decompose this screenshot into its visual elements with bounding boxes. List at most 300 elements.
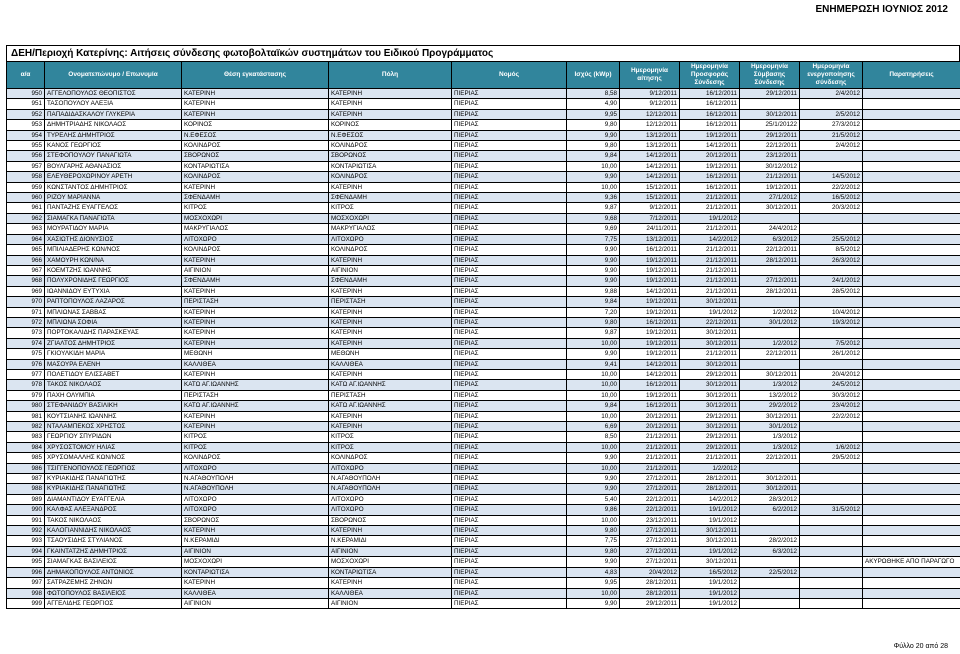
cell-city: ΛΙΤΟΧΩΡΟ xyxy=(329,494,452,504)
cell-contract-date: 1/2/2012 xyxy=(740,307,800,317)
cell-aa: 986 xyxy=(7,463,45,473)
cell-activation-date: 21/5/2012 xyxy=(800,130,863,140)
cell-aa: 954 xyxy=(7,130,45,140)
cell-location: ΚΑΤΕΡΙΝΗ xyxy=(182,578,329,588)
cell-remarks xyxy=(863,120,960,130)
cell-remarks xyxy=(863,213,960,223)
cell-activation-date: 2/4/2012 xyxy=(800,141,863,151)
cell-request-date: 14/12/2011 xyxy=(620,286,680,296)
cell-location: ΚΟΡΙΝΟΣ xyxy=(182,120,329,130)
cell-name: ΧΑΜΟΥΡΗ ΚΩΝ/ΝΑ xyxy=(45,255,182,265)
cell-remarks xyxy=(863,224,960,234)
table-row xyxy=(7,120,960,130)
cell-location: Ν.ΑΓΑΘΟΥΠΟΛΗ xyxy=(182,484,329,494)
cell-request-date: 7/12/2011 xyxy=(620,213,680,223)
cell-contract-date xyxy=(740,297,800,307)
cell-city: ΚΑΤΕΡΙΝΗ xyxy=(329,578,452,588)
cell-city: ΚΟΡΙΝΟΣ xyxy=(329,120,452,130)
cell-activation-date xyxy=(800,484,863,494)
cell-offer-date: 16/12/2011 xyxy=(680,89,740,99)
cell-power: 9,88 xyxy=(567,286,620,296)
cell-request-date: 19/12/2011 xyxy=(620,255,680,265)
cell-request-date: 19/12/2011 xyxy=(620,328,680,338)
cell-prefecture: ΠΙΕΡΙΑΣ xyxy=(452,567,567,577)
cell-city: ΚΑΤΩ ΑΓ.ΙΩΑΝΝΗΣ xyxy=(329,401,452,411)
cell-prefecture: ΠΙΕΡΙΑΣ xyxy=(452,297,567,307)
cell-contract-date: 22/5/2012 xyxy=(740,567,800,577)
cell-power: 10,00 xyxy=(567,442,620,452)
cell-location: ΚΙΤΡΟΣ xyxy=(182,203,329,213)
cell-name: ΤΥΡΕΛΗΣ ΔΗΜΗΤΡΙΟΣ xyxy=(45,130,182,140)
cell-power: 8,58 xyxy=(567,89,620,99)
cell-contract-date xyxy=(740,463,800,473)
cell-activation-date: 20/3/2012 xyxy=(800,203,863,213)
cell-power: 6,69 xyxy=(567,422,620,432)
table-row xyxy=(7,578,960,588)
cell-prefecture: ΠΙΕΡΙΑΣ xyxy=(452,442,567,452)
cell-remarks xyxy=(863,255,960,265)
cell-city: ΠΕΡΙΣΤΑΣΗ xyxy=(329,390,452,400)
table-row xyxy=(7,411,960,421)
cell-city: ΚΑΤΕΡΙΝΗ xyxy=(329,89,452,99)
cell-remarks xyxy=(863,422,960,432)
cell-activation-date: 29/5/2012 xyxy=(800,453,863,463)
cell-prefecture: ΠΙΕΡΙΑΣ xyxy=(452,515,567,525)
cell-name: ΡΙΖΟΥ ΜΑΡΙΑΝΝΑ xyxy=(45,193,182,203)
cell-prefecture: ΠΙΕΡΙΑΣ xyxy=(452,89,567,99)
cell-power: 7,75 xyxy=(567,234,620,244)
cell-location: ΛΙΤΟΧΩΡΟ xyxy=(182,463,329,473)
cell-aa: 957 xyxy=(7,161,45,171)
cell-offer-date: 16/12/2011 xyxy=(680,99,740,109)
cell-offer-date: 14/2/2012 xyxy=(680,234,740,244)
cell-city: ΠΕΡΙΣΤΑΣΗ xyxy=(329,297,452,307)
cell-power: 9,90 xyxy=(567,245,620,255)
col-header-request-date: Ημερομηνία αίτησης xyxy=(620,62,680,89)
cell-activation-date: 2/5/2012 xyxy=(800,109,863,119)
cell-remarks xyxy=(863,130,960,140)
cell-remarks xyxy=(863,234,960,244)
cell-activation-date: 2/4/2012 xyxy=(800,89,863,99)
cell-city: ΑΙΓΙΝΙΟΝ xyxy=(329,265,452,275)
cell-location: ΚΑΤΩ ΑΓ.ΙΩΑΝΝΗΣ xyxy=(182,380,329,390)
cell-offer-date: 19/1/2012 xyxy=(680,578,740,588)
cell-activation-date: 25/5/2012 xyxy=(800,234,863,244)
cell-offer-date: 28/12/2011 xyxy=(680,484,740,494)
cell-request-date: 13/12/2011 xyxy=(620,141,680,151)
cell-prefecture: ΠΙΕΡΙΑΣ xyxy=(452,151,567,161)
cell-offer-date: 19/1/2012 xyxy=(680,546,740,556)
cell-remarks xyxy=(863,89,960,99)
cell-request-date: 14/12/2011 xyxy=(620,172,680,182)
cell-aa: 951 xyxy=(7,99,45,109)
cell-activation-date xyxy=(800,578,863,588)
cell-prefecture: ΠΙΕΡΙΑΣ xyxy=(452,598,567,608)
cell-remarks xyxy=(863,401,960,411)
cell-name: ΣΤΕΦΟΠΟΥΛΟΥ ΠΑΝΑΓΙΩΤΑ xyxy=(45,151,182,161)
table-row xyxy=(7,213,960,223)
cell-remarks xyxy=(863,463,960,473)
cell-contract-date xyxy=(740,515,800,525)
cell-activation-date xyxy=(800,474,863,484)
table-row xyxy=(7,557,960,567)
cell-remarks xyxy=(863,297,960,307)
cell-offer-date: 21/12/2011 xyxy=(680,193,740,203)
cell-offer-date: 30/12/2011 xyxy=(680,297,740,307)
cell-request-date: 27/12/2011 xyxy=(620,536,680,546)
cell-activation-date: 7/5/2012 xyxy=(800,338,863,348)
cell-request-date: 14/12/2011 xyxy=(620,359,680,369)
cell-activation-date xyxy=(800,265,863,275)
cell-aa: 990 xyxy=(7,505,45,515)
cell-aa: 968 xyxy=(7,276,45,286)
table-row xyxy=(7,89,960,99)
cell-name: ΤΑΣΟΠΟΥΛΟΥ ΑΛΕΞΙΑ xyxy=(45,99,182,109)
cell-aa: 972 xyxy=(7,317,45,327)
cell-remarks xyxy=(863,328,960,338)
cell-aa: 964 xyxy=(7,234,45,244)
cell-location: ΚΟΛΙΝΔΡΟΣ xyxy=(182,453,329,463)
cell-name: ΚΩΝΣΤΑΝΤΟΣ ΔΗΜΗΤΡΙΟΣ xyxy=(45,182,182,192)
cell-power: 9,90 xyxy=(567,276,620,286)
cell-contract-date: 1/3/2012 xyxy=(740,432,800,442)
cell-name: ΠΑΧΗ ΟΛΥΜΠΙΑ xyxy=(45,390,182,400)
cell-prefecture: ΠΙΕΡΙΑΣ xyxy=(452,401,567,411)
cell-prefecture: ΠΙΕΡΙΑΣ xyxy=(452,588,567,598)
table-row xyxy=(7,99,960,109)
cell-city: ΚΑΤΕΡΙΝΗ xyxy=(329,411,452,421)
cell-offer-date: 21/12/2011 xyxy=(680,276,740,286)
cell-activation-date xyxy=(800,567,863,577)
cell-name: ΓΕΩΡΓΙΟΥ ΣΠΥΡΙΔΩΝ xyxy=(45,432,182,442)
cell-contract-date xyxy=(740,578,800,588)
cell-offer-date: 30/12/2011 xyxy=(680,359,740,369)
cell-name: ΔΗΜΑΚΟΠΟΥΛΟΣ ΑΝΤΩΝΙΟΣ xyxy=(45,567,182,577)
cell-location: ΣΒΟΡΩΝΟΣ xyxy=(182,515,329,525)
cell-aa: 973 xyxy=(7,328,45,338)
cell-aa: 960 xyxy=(7,193,45,203)
cell-power: 9,87 xyxy=(567,203,620,213)
cell-remarks xyxy=(863,390,960,400)
cell-location: ΚΑΤΕΡΙΝΗ xyxy=(182,255,329,265)
cell-prefecture: ΠΙΕΡΙΑΣ xyxy=(452,474,567,484)
cell-location: ΚΑΤΕΡΙΝΗ xyxy=(182,286,329,296)
cell-offer-date: 29/12/2011 xyxy=(680,442,740,452)
cell-location: ΚΑΤΕΡΙΝΗ xyxy=(182,338,329,348)
cell-aa: 961 xyxy=(7,203,45,213)
cell-prefecture: ΠΙΕΡΙΑΣ xyxy=(452,265,567,275)
table-row xyxy=(7,588,960,598)
cell-power: 9,90 xyxy=(567,130,620,140)
cell-name: ΕΛΕΥΘΕΡΟΧΩΡΙΝΟΥ ΑΡΕΤΗ xyxy=(45,172,182,182)
cell-power: 9,84 xyxy=(567,151,620,161)
cell-location: ΛΙΤΟΧΩΡΟ xyxy=(182,234,329,244)
cell-name: ΠΟΛΥΧΡΟΝΙΔΗΣ ΓΕΩΡΓΙΟΣ xyxy=(45,276,182,286)
cell-location: ΚΑΤΕΡΙΝΗ xyxy=(182,411,329,421)
cell-name: ΤΑΚΟΣ ΝΙΚΟΛΑΟΣ xyxy=(45,515,182,525)
cell-name: ΠΟΛΕΤΙΔΟΥ ΕΛΙΣΣΑΒΕΤ xyxy=(45,369,182,379)
cell-location: ΠΕΡΙΣΤΑΣΗ xyxy=(182,390,329,400)
cell-prefecture: ΠΙΕΡΙΑΣ xyxy=(452,182,567,192)
page-footer: Φύλλο 20 από 28 xyxy=(893,643,948,650)
cell-aa: 988 xyxy=(7,484,45,494)
cell-contract-date: 28/12/2011 xyxy=(740,255,800,265)
col-header-name: Ονοματεπώνυμο / Επωνυμία xyxy=(45,62,182,89)
table-row xyxy=(7,328,960,338)
cell-activation-date: 26/3/2012 xyxy=(800,255,863,265)
cell-prefecture: ΠΙΕΡΙΑΣ xyxy=(452,578,567,588)
cell-remarks xyxy=(863,99,960,109)
table-row xyxy=(7,161,960,171)
cell-offer-date: 14/12/2011 xyxy=(680,141,740,151)
cell-location: ΜΟΣΧΟΧΩΡΙ xyxy=(182,557,329,567)
table-row xyxy=(7,442,960,452)
cell-contract-date: 28/3/2012 xyxy=(740,494,800,504)
cell-activation-date xyxy=(800,328,863,338)
cell-name: ΤΑΚΟΣ ΝΙΚΟΛΑΟΣ xyxy=(45,380,182,390)
cell-city: ΚΟΛΙΝΔΡΟΣ xyxy=(329,245,452,255)
cell-power: 9,68 xyxy=(567,213,620,223)
cell-remarks xyxy=(863,203,960,213)
cell-aa: 991 xyxy=(7,515,45,525)
cell-power: 9,90 xyxy=(567,172,620,182)
cell-city: ΜΟΣΧΟΧΩΡΙ xyxy=(329,213,452,223)
cell-activation-date: 16/5/2012 xyxy=(800,193,863,203)
cell-prefecture: ΠΙΕΡΙΑΣ xyxy=(452,307,567,317)
cell-prefecture: ΠΙΕΡΙΑΣ xyxy=(452,203,567,213)
cell-aa: 963 xyxy=(7,224,45,234)
table-row xyxy=(7,432,960,442)
cell-location: ΚΑΛΛΙΘΕΑ xyxy=(182,359,329,369)
cell-contract-date: 30/12/2011 xyxy=(740,484,800,494)
table-row xyxy=(7,349,960,359)
cell-request-date: 19/12/2011 xyxy=(620,276,680,286)
cell-offer-date: 1/2/2012 xyxy=(680,463,740,473)
cell-offer-date: 30/12/2011 xyxy=(680,401,740,411)
cell-city: ΚΟΛΙΝΔΡΟΣ xyxy=(329,453,452,463)
cell-activation-date: 26/1/2012 xyxy=(800,349,863,359)
cell-contract-date xyxy=(740,588,800,598)
table-row xyxy=(7,109,960,119)
cell-contract-date: 1/3/2012 xyxy=(740,442,800,452)
cell-aa: 955 xyxy=(7,141,45,151)
cell-request-date: 27/12/2011 xyxy=(620,546,680,556)
cell-request-date: 20/4/2012 xyxy=(620,567,680,577)
cell-name: ΚΑΝΟΣ ΓΕΩΡΓΙΟΣ xyxy=(45,141,182,151)
cell-aa: 958 xyxy=(7,172,45,182)
cell-aa: 962 xyxy=(7,213,45,223)
cell-request-date: 19/12/2011 xyxy=(620,390,680,400)
cell-request-date: 20/12/2011 xyxy=(620,422,680,432)
cell-name: ΣΙΑΜΑΓΚΑΣ ΒΑΣΙΛΕΙΟΣ xyxy=(45,557,182,567)
cell-request-date: 9/12/2011 xyxy=(620,89,680,99)
cell-activation-date xyxy=(800,99,863,109)
cell-location: ΛΙΤΟΧΩΡΟ xyxy=(182,494,329,504)
cell-power: 9,95 xyxy=(567,109,620,119)
cell-location: ΚΑΤΕΡΙΝΗ xyxy=(182,182,329,192)
cell-activation-date xyxy=(800,151,863,161)
table-row xyxy=(7,141,960,151)
table-row xyxy=(7,151,960,161)
cell-power: 4,90 xyxy=(567,99,620,109)
cell-remarks xyxy=(863,494,960,504)
cell-offer-date: 21/12/2011 xyxy=(680,453,740,463)
cell-prefecture: ΠΙΕΡΙΑΣ xyxy=(452,286,567,296)
table-row xyxy=(7,515,960,525)
cell-name: ΑΓΓΕΛΙΔΗΣ ΓΕΩΡΓΙΟΣ xyxy=(45,598,182,608)
cell-request-date: 9/12/2011 xyxy=(620,203,680,213)
cell-offer-date: 19/1/2012 xyxy=(680,588,740,598)
cell-contract-date: 28/12/2011 xyxy=(740,286,800,296)
cell-contract-date: 24/4/2012 xyxy=(740,224,800,234)
cell-aa: 996 xyxy=(7,567,45,577)
cell-activation-date: 27/3/2012 xyxy=(800,120,863,130)
cell-prefecture: ΠΙΕΡΙΑΣ xyxy=(452,369,567,379)
cell-prefecture: ΠΙΕΡΙΑΣ xyxy=(452,120,567,130)
table-row xyxy=(7,380,960,390)
cell-offer-date: 30/12/2011 xyxy=(680,557,740,567)
cell-remarks xyxy=(863,474,960,484)
cell-name: ΒΟΥΛΓΑΡΗΣ ΑΘΑΝΑΣΙΟΣ xyxy=(45,161,182,171)
cell-activation-date: 10/4/2012 xyxy=(800,307,863,317)
cell-location: ΚΑΤΕΡΙΝΗ xyxy=(182,328,329,338)
table-row xyxy=(7,546,960,556)
cell-prefecture: ΠΙΕΡΙΑΣ xyxy=(452,328,567,338)
cell-city: ΚΙΤΡΟΣ xyxy=(329,442,452,452)
cell-location: ΣΒΟΡΩΝΟΣ xyxy=(182,151,329,161)
cell-name: ΜΠΛΙΩΝΑ ΣΟΦΙΑ xyxy=(45,317,182,327)
cell-name: ΣΑΤΡΑΖΕΜΗΣ ΖΗΝΩΝ xyxy=(45,578,182,588)
cell-power: 10,00 xyxy=(567,411,620,421)
cell-remarks xyxy=(863,411,960,421)
cell-remarks xyxy=(863,598,960,608)
cell-power: 9,80 xyxy=(567,141,620,151)
cell-contract-date: 30/12/2011 xyxy=(740,411,800,421)
cell-aa: 999 xyxy=(7,598,45,608)
cell-prefecture: ΠΙΕΡΙΑΣ xyxy=(452,505,567,515)
cell-remarks xyxy=(863,317,960,327)
cell-prefecture: ΠΙΕΡΙΑΣ xyxy=(452,234,567,244)
cell-city: ΣΦΕΝΔΑΜΗ xyxy=(329,276,452,286)
cell-location: ΜΟΣΧΟΧΩΡΙ xyxy=(182,213,329,223)
cell-city: ΜΕΘΩΝΗ xyxy=(329,349,452,359)
cell-offer-date: 21/12/2011 xyxy=(680,203,740,213)
cell-activation-date xyxy=(800,557,863,567)
table-row xyxy=(7,453,960,463)
cell-power: 9,84 xyxy=(567,297,620,307)
cell-name: ΚΟΕΜΤΖΗΣ ΙΩΑΝΝΗΣ xyxy=(45,265,182,275)
cell-offer-date: 16/12/2011 xyxy=(680,172,740,182)
cell-power: 9,80 xyxy=(567,317,620,327)
cell-aa: 950 xyxy=(7,89,45,99)
cell-activation-date: 19/3/2012 xyxy=(800,317,863,327)
cell-activation-date xyxy=(800,515,863,525)
cell-remarks xyxy=(863,578,960,588)
cell-remarks xyxy=(863,442,960,452)
cell-city: ΚΟΛΙΝΔΡΟΣ xyxy=(329,172,452,182)
cell-name: ΠΑΠΑΔΙΔΑΣΚΑΛΟΥ ΓΛΥΚΕΡΙΑ xyxy=(45,109,182,119)
col-header-prefecture: Νομός xyxy=(452,62,567,89)
cell-offer-date: 28/12/2011 xyxy=(680,474,740,484)
cell-prefecture: ΠΙΕΡΙΑΣ xyxy=(452,193,567,203)
cell-power: 10,00 xyxy=(567,588,620,598)
cell-location: ΚΟΝΤΑΡΙΩΤΙΣΑ xyxy=(182,161,329,171)
table-row xyxy=(7,286,960,296)
cell-location: ΚΑΤΕΡΙΝΗ xyxy=(182,422,329,432)
cell-name: ΣΙΑΜΑΓΚΑ ΠΑΝΑΓΙΩΤΑ xyxy=(45,213,182,223)
cell-activation-date: 1/6/2012 xyxy=(800,442,863,452)
cell-name: ΠΟΡΤΟΚΑΛΙΔΗΣ ΠΑΡΑΣΚΕΥΑΣ xyxy=(45,328,182,338)
cell-remarks xyxy=(863,505,960,515)
cell-contract-date: 6/3/2012 xyxy=(740,546,800,556)
cell-power: 9,86 xyxy=(567,505,620,515)
table-row xyxy=(7,297,960,307)
cell-request-date: 14/12/2011 xyxy=(620,161,680,171)
cell-request-date: 21/12/2011 xyxy=(620,453,680,463)
cell-location: ΚΑΤΕΡΙΝΗ xyxy=(182,307,329,317)
table-row xyxy=(7,484,960,494)
cell-remarks xyxy=(863,349,960,359)
cell-request-date: 16/12/2011 xyxy=(620,380,680,390)
cell-city: ΜΟΣΧΟΧΩΡΙ xyxy=(329,557,452,567)
cell-location: ΚΑΤΕΡΙΝΗ xyxy=(182,317,329,327)
cell-request-date: 9/12/2011 xyxy=(620,99,680,109)
cell-activation-date xyxy=(800,432,863,442)
cell-prefecture: ΠΙΕΡΙΑΣ xyxy=(452,338,567,348)
cell-request-date: 22/12/2011 xyxy=(620,494,680,504)
cell-aa: 987 xyxy=(7,474,45,484)
cell-aa: 994 xyxy=(7,546,45,556)
table-row xyxy=(7,505,960,515)
cell-remarks: ΑΚΥΡΩΘΗΚΕ ΑΠΟ ΠΑΡΑΓΩΓΟ xyxy=(863,557,960,567)
cell-aa: 966 xyxy=(7,255,45,265)
cell-contract-date: 29/12/2011 xyxy=(740,89,800,99)
cell-location: ΚΟΛΙΝΔΡΟΣ xyxy=(182,141,329,151)
cell-activation-date: 22/2/2012 xyxy=(800,411,863,421)
cell-power: 10,00 xyxy=(567,369,620,379)
cell-contract-date: 30/12/2011 xyxy=(740,203,800,213)
cell-aa: 976 xyxy=(7,359,45,369)
cell-offer-date: 19/1/2012 xyxy=(680,505,740,515)
cell-location: ΑΙΓΙΝΙΟΝ xyxy=(182,546,329,556)
col-header-offer-date: Ημερομηνία Προσφοράς Σύνδεσης xyxy=(680,62,740,89)
cell-prefecture: ΠΙΕΡΙΑΣ xyxy=(452,349,567,359)
cell-location: ΑΙΓΙΝΙΟΝ xyxy=(182,598,329,608)
cell-aa: 997 xyxy=(7,578,45,588)
table-row xyxy=(7,276,960,286)
cell-remarks xyxy=(863,588,960,598)
table-row xyxy=(7,317,960,327)
cell-contract-date: 30/12/2011 xyxy=(740,369,800,379)
cell-request-date: 12/12/2011 xyxy=(620,109,680,119)
cell-aa: 989 xyxy=(7,494,45,504)
table-row xyxy=(7,369,960,379)
cell-location: ΚΑΤΕΡΙΝΗ xyxy=(182,89,329,99)
cell-offer-date: 29/12/2011 xyxy=(680,411,740,421)
cell-aa: 971 xyxy=(7,307,45,317)
cell-city: ΑΙΓΙΝΙΟΝ xyxy=(329,598,452,608)
cell-request-date: 27/12/2011 xyxy=(620,526,680,536)
cell-prefecture: ΠΙΕΡΙΑΣ xyxy=(452,245,567,255)
cell-name: ΚΑΛΟΓΙΑΝΝΙΔΗΣ ΝΙΚΟΛΑΟΣ xyxy=(45,526,182,536)
cell-activation-date xyxy=(800,161,863,171)
cell-aa: 970 xyxy=(7,297,45,307)
col-header-activation-date: Ημερομηνία ενεργοποίησης σύνδεσης xyxy=(800,62,863,89)
cell-offer-date: 30/12/2011 xyxy=(680,328,740,338)
cell-aa: 956 xyxy=(7,151,45,161)
cell-power: 9,90 xyxy=(567,557,620,567)
cell-activation-date xyxy=(800,422,863,432)
